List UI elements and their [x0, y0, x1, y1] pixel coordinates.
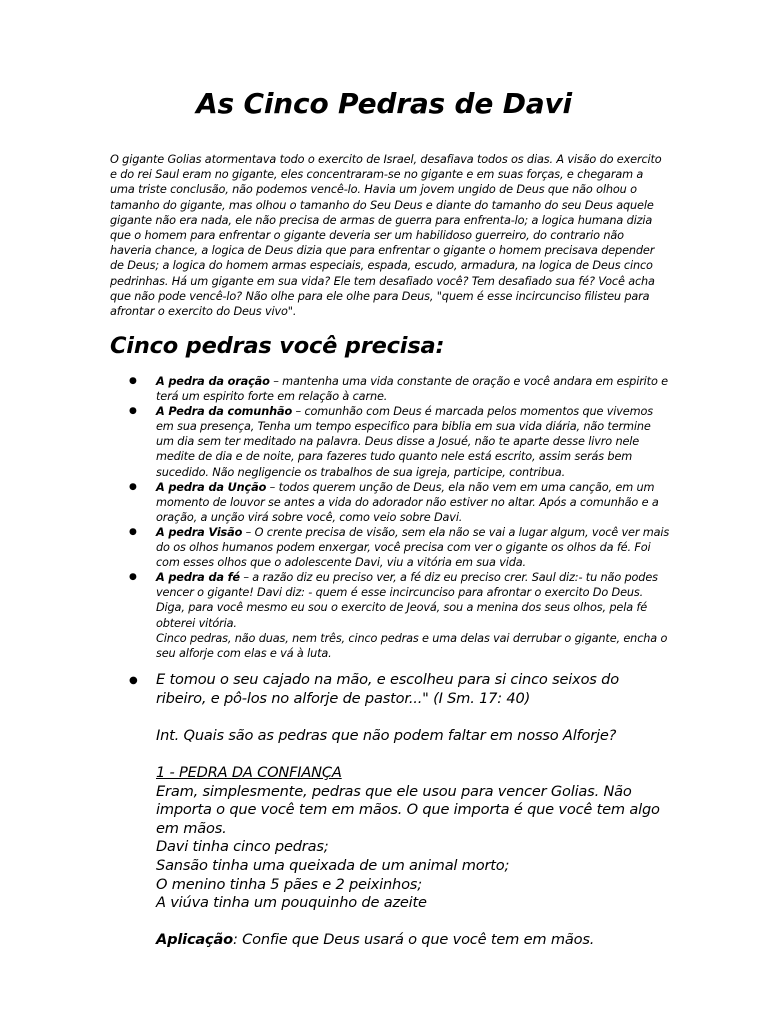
stone-term: A pedra da Unção [156, 480, 267, 494]
application-text: : Confie que Deus usará o que você tem em mãos. [232, 931, 595, 949]
section-line: Sansão tinha uma queixada de um animal morto; [156, 856, 510, 874]
stones-list [110, 374, 670, 661]
list-item [110, 374, 670, 404]
application-row [110, 931, 670, 950]
stone-text: – mantenha uma vida constante de oração e você andara em espirito e terá um espirito forte em relação à carne. [156, 375, 668, 404]
section-line: Davi tinha cinco pedras; [156, 838, 329, 856]
document-title: As Cinco Pedras de Davi [196, 87, 572, 120]
bullet-icon: ● [129, 572, 137, 583]
bullet-icon: ● [129, 376, 137, 386]
stone-term: A Pedra da comunhão [156, 405, 293, 419]
large-text-block [110, 671, 670, 950]
stone-extra-text: Cinco pedras, não duas, nem três, cinco pedras e uma delas vai derrubar o gigante, encha o seu alforje com elas e vá à luta. [156, 631, 668, 660]
section-line: A viúva tinha um pouquinho de azeite [156, 894, 427, 912]
list-item [110, 570, 670, 661]
bullet-icon: ● [129, 675, 138, 686]
stone-text: – todos querem unção de Deus, ela não vem em uma canção, em um momento de louvor se antes a vida do adorador não estiver no altar. Após a comunhão e a oração, a unção virá sobre você, como veio sobre Davi. [156, 480, 659, 524]
verse-item [110, 671, 670, 708]
intro-paragraph: O gigante Golias atormentava todo o exercito de Israel, desafiava todos os dias. A visão do exercito e do rei Saul eram no gigante, eles concentraram-se no gigante e em suas forças, e chegaram a uma triste conclusão, não podemos vencê-lo. Havia um jovem ungido de Deus que não olhou o tamanho do gigante, mas olhou o tamanho do Seu Deus e diante do tamanho do seu Deus aquele gigante não era nada, ele não precisa de armas de guerra para enfrenta-lo; a logica humana dizia que o homem para enfrentar o gigante deveria ser um habilidoso guerreiro, do contrario não haveria chance, a logica de Deus dizia que para enfrentar o gigante o homem precisava depender de Deus; a logica do homem armas especiais, espada, escudo, armadura, na logica de Deus cinco pedrinhas. Há um gigante em sua vida? Ele tem desafiado você? Tem desafiado sua fé? Você acha que não pode vencê-lo? Não olhe para ele olhe para Deus, "quem é esse incircunciso filisteu para afrontar o exercito do Deus vivo". [110, 153, 662, 319]
stone-term: A pedra da oração [156, 375, 270, 388]
stone-text: – O crente precisa de visão, sem ela não se vai a lugar algum, você ver mais do os olhos humanos podem enxergar, você precisa com ver o gigante os olhos da fé. Foi com esses olhos que o adolescente Davi, viu a vitória em sua vida. [156, 525, 670, 570]
question-row [110, 727, 670, 746]
section-line: O menino tinha 5 pães e 2 peixinhos; [156, 875, 422, 893]
verse-text: E tomou o seu cajado na mão, e escolheu para si cinco seixos do ribeiro, e pô-los no alforje de pastor..." (I Sm. 17: 40) [156, 671, 619, 707]
stone-text: – comunhão com Deus é marcada pelos momentos que vivemos em sua presença, Tenha um tempo especifico para biblia em sua vida diária, não termine um dia sem ter meditado na palavra. Deus disse a Josué, não te aparte desse livro nele medite de dia e de noite, para fazeres tudo quanto nele está escrito, assim serás bem sucedido. Não negligencie os trabalhos de sua igreja, participe, contribua. [156, 405, 653, 479]
application-label: Aplicação [156, 931, 233, 949]
list-item [110, 480, 670, 525]
stone-text: – a razão diz eu preciso ver, a fé diz eu preciso crer. Saul diz:- tu não podes vencer o gigante! Davi diz: - quem é esse incircunciso para afrontar o exercito Do Deus. Diga, para você mesmo eu sou o exercito de Jeová, sou a menina dos seus olhos, pela fé obterei vitória. [156, 571, 658, 630]
section-subtitle: Cinco pedras você precisa: [110, 333, 445, 359]
question-text: Int. Quais são as pedras que não podem faltar em nosso Alforje? [156, 726, 617, 744]
bullet-icon: ● [129, 526, 137, 537]
stone-term: A pedra Visão [156, 525, 243, 539]
list-item [110, 525, 670, 570]
bullet-icon: ● [129, 481, 137, 492]
section-row [110, 764, 670, 913]
section-heading: 1 - PEDRA DA CONFIANÇA [156, 763, 342, 781]
bullet-icon: ● [129, 406, 137, 417]
stone-term: A pedra da fé [156, 571, 240, 585]
list-item [110, 404, 670, 479]
section-line: Eram, simplesmente, pedras que ele usou para vencer Golias. Não importa o que você tem em mãos. O que importa é que você tem algo em mãos. [156, 782, 660, 837]
